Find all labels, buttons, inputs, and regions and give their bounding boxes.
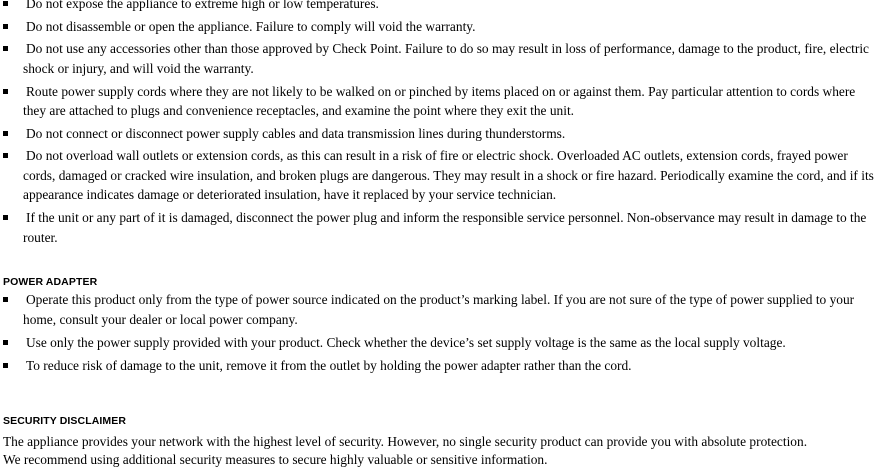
list-item-text: Do not connect or disconnect power supply cables and data transmission lines during thunderstorms. (23, 124, 878, 144)
power-adapter-list (0, 290, 878, 379)
list-item (0, 0, 878, 14)
list-item (0, 124, 878, 144)
security-disclaimer-text (3, 433, 878, 468)
list-item (0, 82, 878, 121)
list-item (0, 146, 878, 205)
square-bullet-icon (3, 1, 8, 6)
square-bullet-icon (3, 297, 8, 302)
square-bullet-icon (3, 24, 8, 29)
list-item (0, 333, 878, 353)
list-item-text: Do not use any accessories other than those approved by Check Point. Failure to do so may result in loss of performance, damage to the product, fire, electric shock or injury, and will void the warranty. (23, 39, 878, 78)
list-item (0, 290, 878, 329)
square-bullet-icon (3, 153, 8, 158)
list-item (0, 208, 878, 247)
square-bullet-icon (3, 131, 8, 136)
square-bullet-icon (3, 46, 8, 51)
security-disclaimer-heading: SECURITY DISCLAIMER (3, 415, 126, 427)
list-item-text: Route power supply cords where they are not likely to be walked on or pinched by items placed on or against them. Pay particular attention to cords where they are attached to plugs and convenience receptacles, and examine the point where they exit the unit. (23, 82, 878, 121)
list-item-text: Do not expose the appliance to extreme high or low temperatures. (23, 0, 878, 14)
list-item-text: Operate this product only from the type of power source indicated on the product’s marking label. If you are not sure of the type of power supplied to your home, consult your dealer or local power company. (23, 290, 878, 329)
list-item-text: Do not overload wall outlets or extension cords, as this can result in a risk of fire or electric shock. Overloaded AC outlets, extension cords, frayed power cords, damaged or cracked wire insulation, and broken plugs are dangerous. They may result in a shock or fire hazard. Periodically examine the cord, and if its appearance indicates damage or deteriorated insulation, have it replaced by your service technician. (23, 146, 878, 205)
disclaimer-line: The appliance provides your network with the highest level of security. However, no single security product can provide you with absolute protection. (3, 433, 878, 451)
square-bullet-icon (3, 340, 8, 345)
list-item-text: Do not disassemble or open the appliance. Failure to comply will void the warranty. (23, 17, 878, 37)
list-item (0, 17, 878, 37)
list-item-text: If the unit or any part of it is damaged, disconnect the power plug and inform the responsible service personnel. Non-observance may result in damage to the router. (23, 208, 878, 247)
list-item (0, 39, 878, 78)
square-bullet-icon (3, 363, 8, 368)
disclaimer-line: We recommend using additional security measures to secure highly valuable or sensitive information. (3, 451, 878, 468)
list-item-text: To reduce risk of damage to the unit, remove it from the outlet by holding the power adapter rather than the cord. (23, 356, 878, 376)
square-bullet-icon (3, 215, 8, 220)
power-adapter-heading: POWER ADAPTER (3, 276, 97, 288)
square-bullet-icon (3, 89, 8, 94)
list-item-text: Use only the power supply provided with your product. Check whether the device’s set supply voltage is the same as the local supply voltage. (23, 333, 878, 353)
list-item (0, 356, 878, 376)
